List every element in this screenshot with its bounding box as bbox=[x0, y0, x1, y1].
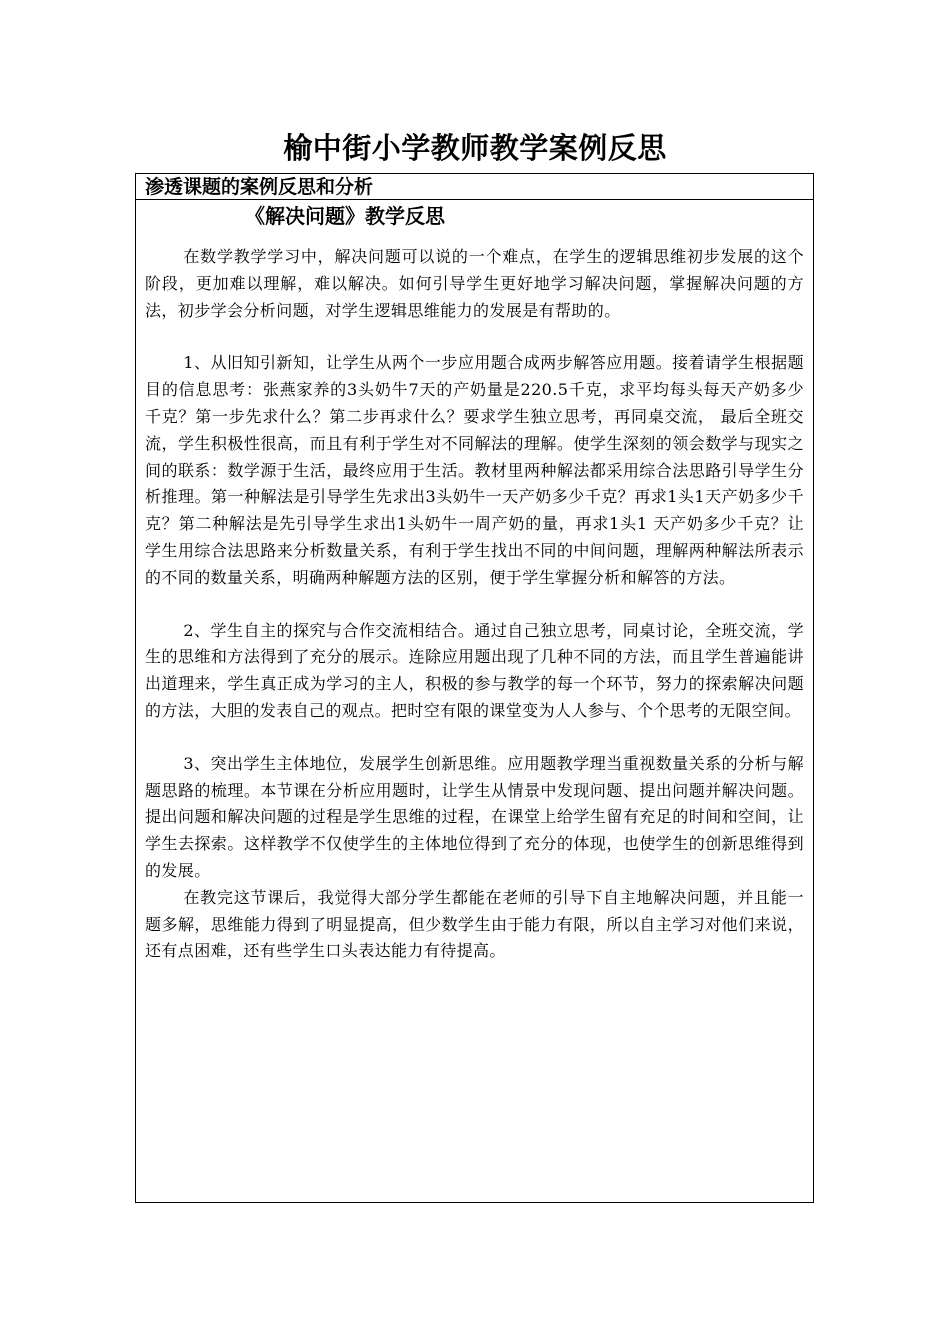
reflection-table bbox=[135, 173, 814, 1203]
document-title: 榆中街小学教师教学案例反思 bbox=[283, 131, 667, 165]
table-header-cell: 渗透课题的案例反思和分析 bbox=[136, 174, 813, 200]
table-content-cell bbox=[136, 202, 813, 965]
intro-paragraph: 在数学教学学习中，解决问题可以说的一个难点，在学生的逻辑思维初步发展的这个阶段，更加难以理解，难以解决。如何引导学生更好地学习解决问题，掌握解决问题的方法，初步学会分析问题，对学生逻辑思维能力的发展是有帮助的。 bbox=[145, 247, 804, 320]
point-1-paragraph: 1、从旧知引新知，让学生从两个一步应用题合成两步解答应用题。接着请学生根据题目的信息思考：张燕家养的3头奶牛7天的产奶量是220.5千克，求平均每头每天产奶多少千克？第一步先求什么？第二步再求什么？要求学生独立思考，再同桌交流， 最后全班交流，学生积极性很高，而且有利于学生对不同解法的理解。使学生深刻的领会数学与现实之间的联系：数学源于生活，最终应用于生活。教材里两种解法都采用综合法思路引导学生分析推理。第一种解法是引导学生先求出3头奶牛一天产奶多少千克？再求1头1天产奶多少千克？第二种解法是先引导学生求出1头奶牛一周产奶的量，再求1头1 天产奶多少千克？让学生用综合法思路来分析数量关系，有利于学生找出不同的中间问题，理解两种解法所表示的不同的数量关系，明确两种解题方法的区别，便于学生掌握分析和解答的方法。 bbox=[145, 353, 804, 587]
conclusion-paragraph: 在教完这节课后，我觉得大部分学生都能在老师的引导下自主地解决问题，并且能一题多解，思维能力得到了明显提高，但少数学生由于能力有限，所以自主学习对他们来说，还有点困难，还有些学生口头表达能力有待提高。 bbox=[145, 887, 804, 961]
point-3-paragraph: 3、突出学生主体地位，发展学生创新思维。应用题教学理当重视数量关系的分析与解题思路的梳理。本节课在分析应用题时，让学生从情景中发现问题、提出问题并解决问题。提出问题和解决问题的过程是学生思维的过程，在课堂上给学生留有充足的时间和空间，让学生去探索。这样教学不仅使学生的主体地位得到了充分的体现，也使学生的创新思维得到的发展。 bbox=[145, 753, 804, 880]
point-2-paragraph: 2、学生自主的探究与合作交流相结合。通过自己独立思考，同桌讨论，全班交流，学生的思维和方法得到了充分的展示。连除应用题出现了几种不同的方法，而且学生普遍能讲出道理来，学生真正成为学习的主人，积极的参与教学的每一个环节，努力的探索解决问题的方法，大胆的发表自己的观点。把时空有限的课堂变为人人参与、个个思考的无限空间。 bbox=[145, 620, 804, 720]
reflection-subtitle: 《解决问题》教学反思 bbox=[245, 204, 445, 228]
